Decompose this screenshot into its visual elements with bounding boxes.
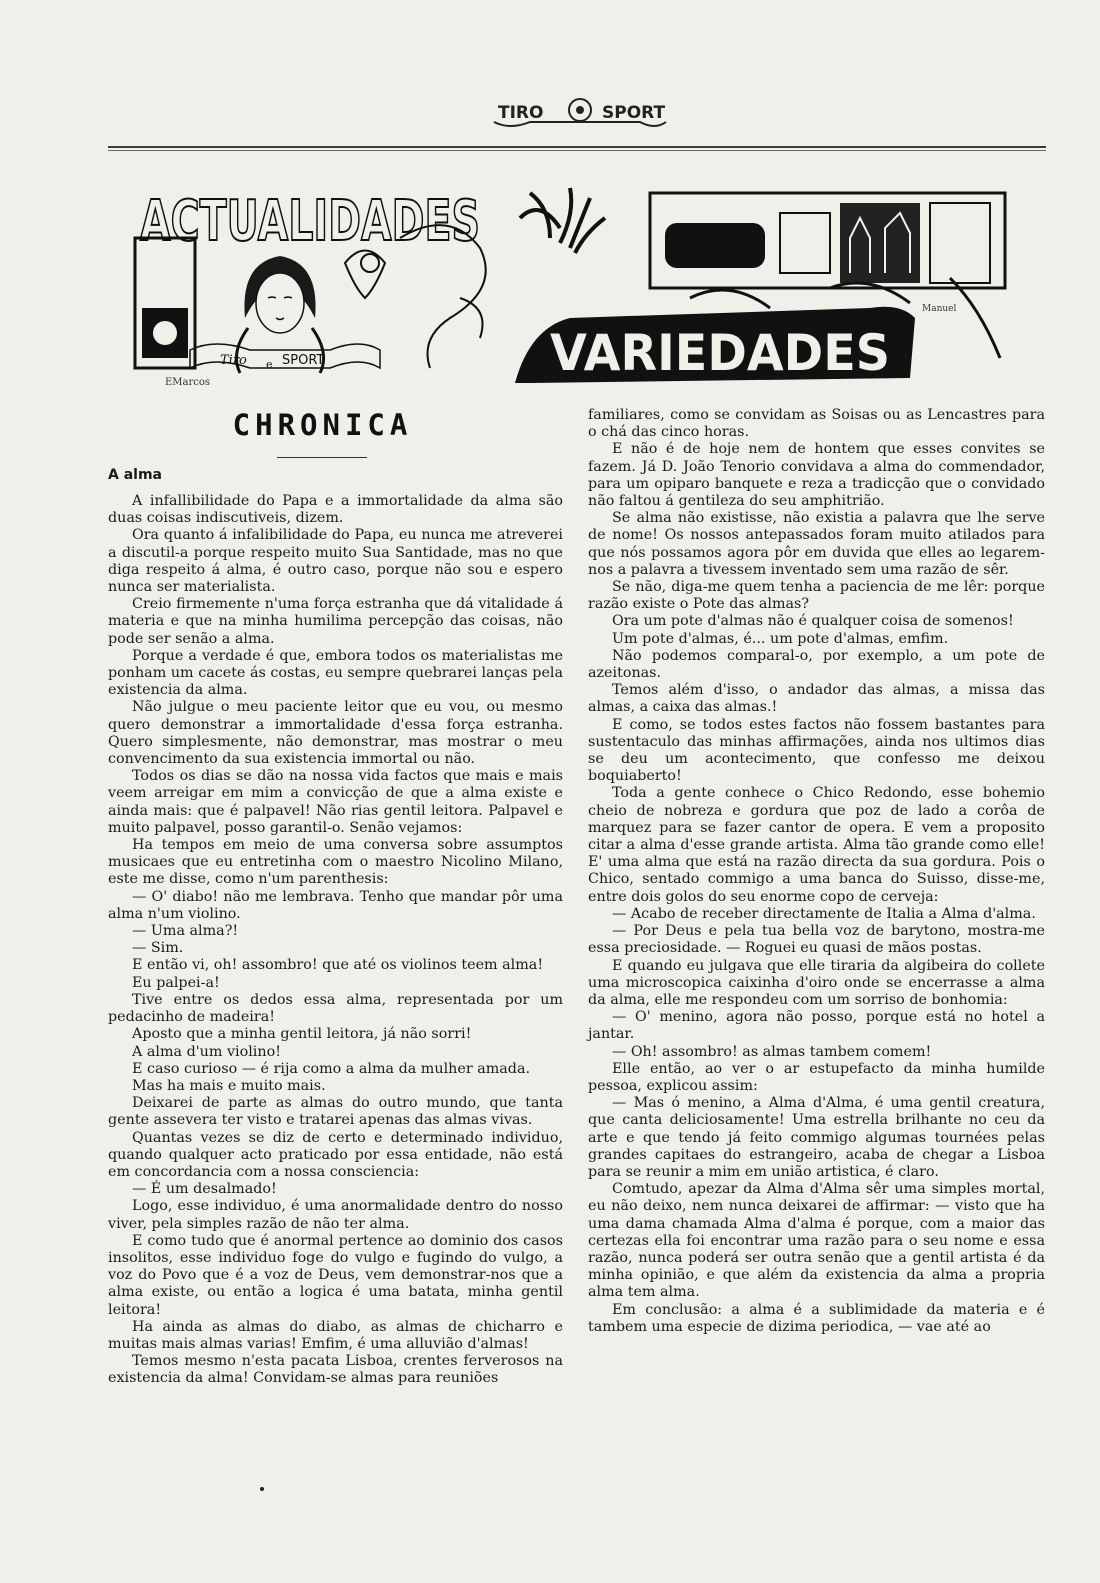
right-paragraph: familiares, como se convidam as Soisas ou as Lencastres para o chá das cinco horas. xyxy=(588,407,1045,441)
section-banner xyxy=(130,178,1015,388)
left-paragraph: Ha tempos em meio de uma conversa sobre assumptos musicaes que eu entretinha com o maestro Nicolino Milano, este me disse, como n'um parenthesis: xyxy=(108,837,563,888)
printing-speck xyxy=(260,1487,264,1491)
left-column xyxy=(108,493,563,1388)
left-paragraph: Logo, esse individuo, é uma anormalidade dentro do nosso viver, pela simples razão de não ter alma. xyxy=(108,1198,563,1232)
banner-signature-left: EMarcos xyxy=(165,377,211,388)
left-paragraph: Eu palpei-a! xyxy=(132,974,220,991)
left-paragraph: — O' diabo! não me lembrava. Tenho que mandar pôr uma alma n'um violino. xyxy=(108,888,563,922)
masthead-logo xyxy=(490,92,670,134)
title-divider xyxy=(277,457,367,458)
header-rule xyxy=(108,146,1046,148)
left-paragraph: Não julgue o meu paciente leitor que eu vou, ou mesmo quero demonstrar a immortalidade d'essa força estranha. Quero simplesmente, não demonstrar, mas mostrar o meu convencimento da sua existencia immortal ou não. xyxy=(108,699,563,768)
left-paragraph: Creio firmemente n'uma força estranha que dá vitalidade á materia e que na minha humilima percepção das coisas, não pode ser senão a alma. xyxy=(108,596,563,647)
right-paragraph: Elle então, ao ver o ar estupefacto da minha humilde pessoa, explicou assim: xyxy=(588,1060,1045,1094)
masthead-left-text: TIRO xyxy=(498,103,544,123)
left-paragraph: A infallibilidade do Papa e a immortalidade da alma são duas coisas indiscutiveis, dizem. xyxy=(108,493,563,527)
left-paragraph: E caso curioso — é rija como a alma da mulher amada. xyxy=(132,1060,531,1077)
header-rule-thin xyxy=(108,150,1046,151)
left-paragraph: Deixarei de parte as almas do outro mundo, que tanta gente assevera ter visto e tratarei apenas das almas vivas. xyxy=(108,1095,563,1129)
leaf-ornament xyxy=(520,188,605,253)
right-paragraph: Um pote d'almas, é... um pote d'almas, emfim. xyxy=(612,630,949,647)
right-paragraph: Se não, diga-me quem tenha a paciencia de me lêr: porque razão existe o Pote das almas? xyxy=(588,579,1045,613)
right-paragraph: E quando eu julgava que elle tiraria da algibeira do collete uma microscopica caixinha d'oiro onde se encerrasse a alma da alma, elle me respondeu com um sorriso de bonhomia: xyxy=(588,957,1045,1008)
right-paragraph: — Acabo de receber directamente de Italia a Alma d'alma. xyxy=(612,905,1036,922)
article-title: CHRONICA xyxy=(232,408,413,442)
banner-scroll-left: Tiro xyxy=(220,353,247,368)
masthead-right-text: SPORT xyxy=(602,103,666,123)
right-paragraph: Toda a gente conhece o Chico Redondo, esse bohemio cheio de nobreza e gordura que poz de lado a corôa de marquez para se fazer cantor de opera. E vem a proposito citar a alma d'esse grande artista. Alma tão grande como elle! E' uma alma que está na razão directa da sua gordura. Pois o Chico, sentado commigo a uma banca do Suisso, disse-me, entre dois golos do seu enorme copo de cerveja: xyxy=(588,785,1045,905)
right-paragraph: Temos além d'isso, o andador das almas, a missa das almas, a caixa das almas.! xyxy=(588,682,1045,716)
right-paragraph: Em conclusão: a alma é a sublimidade da materia e é tambem uma especie de dizima periodica, — vae até ao xyxy=(588,1301,1045,1335)
right-column xyxy=(588,407,1045,1336)
left-paragraph: A alma d'um violino! xyxy=(132,1043,281,1060)
landscape-panel xyxy=(650,193,1005,288)
left-paragraph: Todos os dias se dão na nossa vida factos que mais e mais veem arreigar em mim a convicção de que a alma existe e ainda mais: que é palpavel! Não rias gentil leitora. Palpavel e muito palpavel, posso garantil-o. Senão vejamos: xyxy=(108,768,563,836)
right-paragraph: — Por Deus e pela tua bella voz de barytono, mostra-me essa preciosidade. — Roguei eu quasi de mãos postas. xyxy=(588,923,1045,957)
right-paragraph: Comtudo, apezar da Alma d'Alma sêr uma simples mortal, eu não deixo, nem nunca deixarei de affirmar: — visto que ha uma dama chamada Alma d'alma é porque, com a maior das certezas ella foi encontrar uma razão para o seu nome e essa razão, nunca poderá ser outra senão que a gentil artista é da minha opinião, e que além da existencia da alma a propria alma tem alma. xyxy=(588,1181,1045,1301)
left-paragraph: E como tudo que é anormal pertence ao dominio dos casos insolitos, esse individuo foge do vulgo e fugindo do vulgo, a voz do Povo que é a voz de Deus, vem demonstrar-nos que a alma existe, ou então a logica é uma batata, minha gentil leitora! xyxy=(108,1232,563,1318)
banner-signature-right: Manuel xyxy=(922,304,957,314)
left-paragraph: — É um desalmado! xyxy=(132,1181,277,1198)
left-paragraph: Tive entre os dedos essa alma, representada por um pedacinho de madeira! xyxy=(108,991,563,1026)
left-paragraph: Aposto que a minha gentil leitora, já não sorri! xyxy=(132,1026,472,1043)
right-paragraph: Ora um pote d'almas não é qualquer coisa de somenos! xyxy=(612,613,1014,630)
banner-title-top: ACTUALIDADES xyxy=(140,189,480,254)
left-paragraph: Porque a verdade é que, embora todos os materialistas me ponham um cacete ás costas, eu sempre quebrarei lanças pela existencia da alma. xyxy=(108,647,563,699)
right-paragraph: Se alma não existisse, não existia a palavra que lhe serve de nome! Os nossos antepassados foram muito atilados para que nós possamos agora pôr em duvida que elles ao legarem-nos a palavra a tivessem inventado sem uma razão de sêr. xyxy=(588,510,1045,578)
right-paragraph: Não podemos comparal-o, por exemplo, a um pote de azeitonas. xyxy=(588,647,1045,682)
left-paragraph: Quantas vezes se diz de certo e determinado individuo, quando qualquer acto praticado por essa entidade, não está em concordancia com a nossa consciencia: xyxy=(108,1129,563,1180)
right-paragraph: E não é de hoje nem de hontem que esses convites se fazem. Já D. João Tenorio convidava a alma do commendador, para um opiparo banquete e reza a tradicção que o convidado não faltou á gentileza do seu amphitrião. xyxy=(588,441,1045,510)
right-paragraph: — Mas ó menino, a Alma d'Alma, é uma gentil creatura, que canta deliciosamente! Uma estrella brilhante no ceu da arte e que tendo já feito commigo algumas tournées pelas grandes capitaes do estrangeiro, acaba de chegar a Lisboa para se reunir a mim em união artistica, é claro. xyxy=(588,1095,1045,1180)
left-paragraph: — Sim. xyxy=(132,940,184,957)
banner-scroll-mid: e xyxy=(266,358,273,371)
right-paragraph: E como, se todos estes factos não fossem bastantes para sustentaculo das minhas affirmações, ainda nos ultimos dias se deu um acontecimento, que confesso me deixou boquiaberto! xyxy=(588,716,1045,785)
left-paragraph: — Uma alma?! xyxy=(132,923,239,940)
left-paragraph: Ora quanto á infalibilidade do Papa, eu nunca me atreverei a discutil-a porque respeito muito Sua Santidade, mas no que diga respeito á alma, é outro caso, porque não sou e espero nunca ser materialista. xyxy=(108,527,563,596)
article-subhead: A alma xyxy=(108,467,162,483)
right-paragraph: — O' menino, agora não posso, porque está no hotel a jantar. xyxy=(588,1009,1045,1043)
right-paragraph: — Oh! assombro! as almas tambem comem! xyxy=(612,1043,932,1060)
banner-scroll-right: SPORT xyxy=(282,353,325,368)
left-paragraph: Mas ha mais e muito mais. xyxy=(132,1077,326,1094)
left-paragraph: Temos mesmo n'esta pacata Lisboa, crentes ferverosos na existencia da alma! Convidam-se almas para reuniões xyxy=(108,1353,563,1387)
left-paragraph: E então vi, oh! assombro! que até os violinos teem alma! xyxy=(132,957,544,974)
left-paragraph: Ha ainda as almas do diabo, as almas de chicharro e muitas mais almas varias! Emfim, é uma alluvião d'almas! xyxy=(108,1318,563,1352)
banner-title-bottom: VARIEDADES xyxy=(550,324,890,382)
